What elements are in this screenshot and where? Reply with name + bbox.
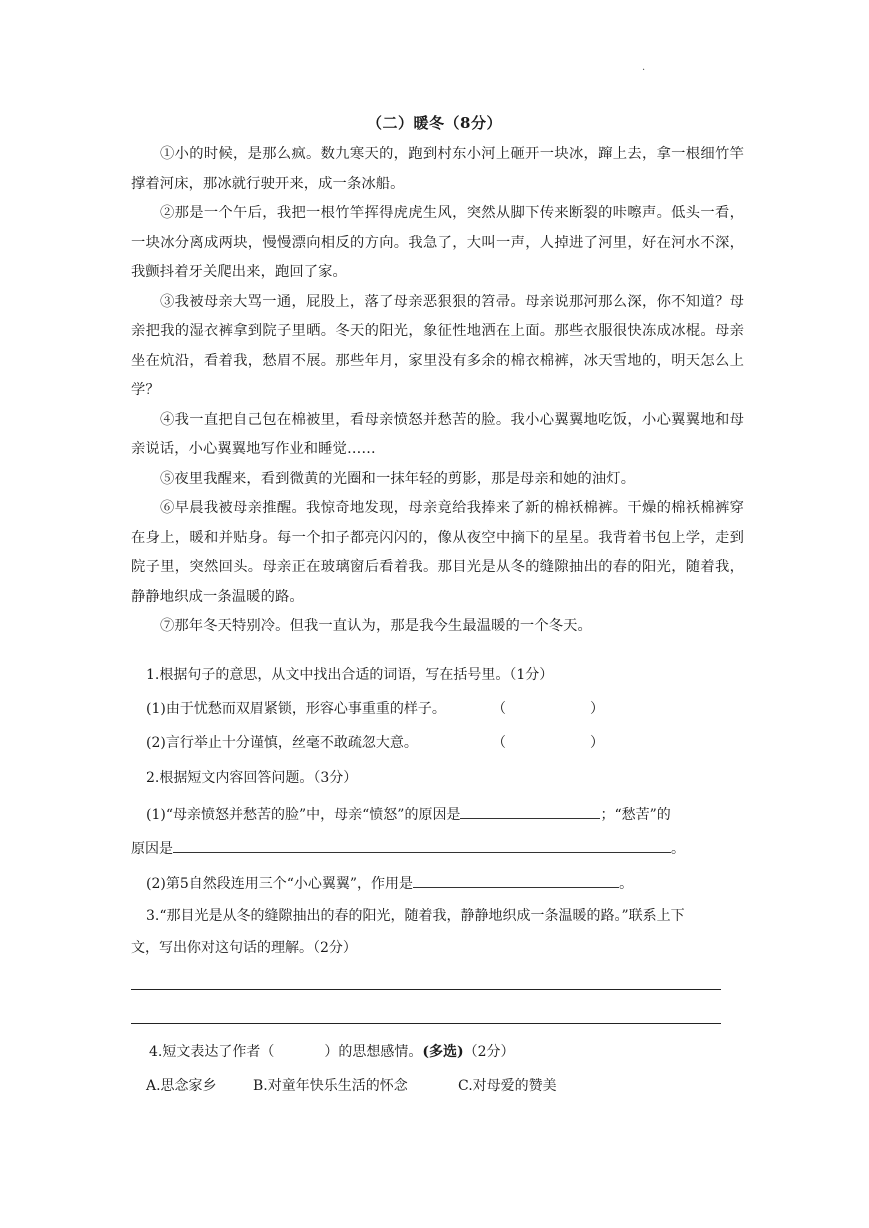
question-2b: (2)第5自然段连用三个“小心翼翼”，作用是 。 (146, 871, 633, 895)
corner-mark: · (642, 65, 646, 76)
section-title: （二）暖冬（8分） (367, 114, 502, 132)
answer-2b-blank[interactable] (413, 871, 619, 888)
multi-select-note: (多选) (422, 1044, 464, 1060)
question-3-line1: 3.“那目光是从冬的缝隙抽出的春的阳光，随着我，静静地织成一条温暖的路。”联系上下 (146, 908, 685, 924)
question-3-line2: 文，写出你对这句话的理解。（2分） (131, 940, 357, 956)
answer-1b-parens[interactable]: （ ） (492, 735, 604, 751)
answer-1a-parens[interactable]: （ ） (492, 701, 604, 717)
question-2a-line2: 原因是 。 (131, 836, 685, 860)
question-4-stem: 4.短文表达了作者（ ）的思想感情。(多选)（2分） (149, 1044, 515, 1060)
paragraph-6: ⑥早晨我被母亲推醒。我惊奇地发现，母亲竟给我捧来了新的棉袄棉裤。干燥的棉袄棉裤穿在身上，暖和并贴身。每一个扣子都亮闪闪的，像从夜空中摘下的星星。我背着书包上学，走到院子里，突然回头。母亲正在玻璃窗后看着我。那目光是从冬的缝隙抽出的春的阳光，随着我，静静地织成一条温暖的路。 (131, 500, 744, 605)
paragraph-2: ②那是一个午后，我把一根竹竿挥得虎虎生风，突然从脚下传来断裂的咔嚓声。低头一看，一块冰分离成两块，慢慢漂向相反的方向。我急了，大叫一声，人掉进了河里，好在河水不深，我颤抖着牙关爬出来，跑回了家。 (131, 205, 744, 280)
option-a[interactable]: A.思念家乡 (146, 1078, 217, 1094)
option-b[interactable]: B.对童年快乐生活的怀念 (253, 1078, 408, 1094)
paragraph-1: ①小的时候，是那么疯。数九寒天的，跑到村东小河上砸开一块冰，蹿上去，拿一根细竹竿撑着河床，那冰就行驶开来，成一条冰船。 (131, 146, 744, 192)
question-1b-text: (2)言行举止十分谨慎，丝毫不敢疏忽大意。 (146, 735, 418, 751)
question-2a-line1: (1)“母亲愤怒并愁苦的脸”中，母亲“愤怒”的原因是 ；“愁苦”的 (146, 802, 671, 826)
question-1b (146, 732, 418, 754)
question-1a-text: (1)由于忧愁而双眉紧锁，形容心事重重的样子。 (146, 701, 446, 717)
reading-passage (131, 140, 744, 642)
question-2-stem: 2.根据短文内容回答问题。（3分） (146, 770, 358, 786)
paragraph-7: ⑦那年冬天特别冷。但我一直认为，那是我今生最温暖的一个冬天。 (160, 618, 592, 634)
answer-2a-anger-blank[interactable] (460, 802, 600, 819)
answer-3-line-2[interactable] (131, 1023, 721, 1024)
option-c[interactable]: C.对母爱的赞美 (458, 1078, 557, 1094)
question-1-stem: 1.根据句子的意思，从文中找出合适的词语，写在括号里。（1分） (146, 667, 554, 683)
paragraph-3: ③我被母亲大骂一通，屁股上，落了母亲恶狠狠的笤帚。母亲说那河那么深，你不知道？母亲把我的湿衣裤拿到院子里晒。冬天的阳光，象征性地洒在上面。那些衣服很快冻成冰棍。母亲坐在炕沿，看着我，愁眉不展。那些年月，家里没有多余的棉衣棉裤，冰天雪地的，明天怎么上学？ (131, 293, 744, 398)
answer-2a-sorrow-blank[interactable] (173, 836, 671, 853)
answer-3-line-1[interactable] (131, 989, 721, 990)
paragraph-5: ⑤夜里我醒来，看到微黄的光圈和一抹年轻的剪影，那是母亲和她的油灯。 (160, 470, 636, 487)
paragraph-4: ④我一直把自己包在棉被里，看母亲愤怒并愁苦的脸。我小心翼翼地吃饭，小心翼翼地和母亲说话，小心翼翼地写作业和睡觉…… (131, 411, 744, 457)
question-1a (146, 698, 446, 720)
